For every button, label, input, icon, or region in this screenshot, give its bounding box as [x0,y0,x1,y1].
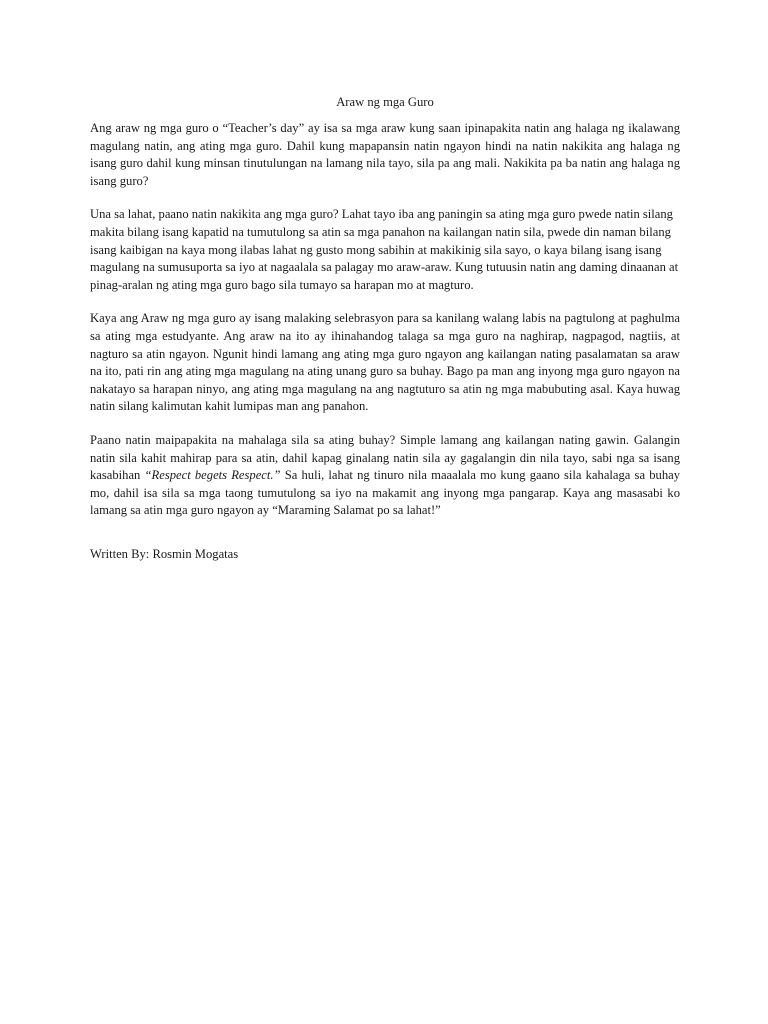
paragraph-4-text-after: Sa huli, lahat ng tinuro nila maaalala mo kung gaano sila kahalaga sa buhay mo, dahil isa sila sa mga taong tumutulong sa iyo na makamit ang inyong mga pangarap. Kaya ang masasabi ko lamang sa atin mga guro ngayon ay “Maraming Salamat po sa lahat!” [90,468,681,518]
paragraph-2: Una sa lahat, paano natin nakikita ang mga guro? Lahat tayo iba ang paningin sa ating mga guro pwede natin silang makita bilang isang kapatid na tumutulong sa atin sa mga panahon na kailangan natin sila, pwede din naman bilang isang kaibigan na kaya mong ilabas lahat ng gusto mong sabihin at makikinig sila sayo, o kaya bilang isang isang magulang na sumusuporta sa iyo at nagaalala sa palagay mo araw-araw. Kung tutuusin natin ang daming dinaanan at pinag-aralan ng ating mga guro bago sila tumayo sa harapan mo at magturo. [90,207,679,292]
paragraph-4 [90,432,680,520]
document-title: Araw ng mga Guro [336,95,434,109]
document-body [90,120,680,536]
paragraph-4-text-before: Paano natin maipapakita na mahalaga sila sa ating buhay? Simple lamang ang kailangan nating gawin. Galangin natin sila kahit mahirap para sa atin, dahil kapag ginalang natin sila ay gagalangin din nila tayo, sabi nga sa isang kasabihan [90,432,680,483]
author-credit: Written By: Rosmin Mogatas [90,547,239,561]
paragraph-1: Ang araw ng mga guro o “Teacher’s day” ay isa sa mga araw kung saan ipinapakita natin ang halaga ng ikalawang magulang natin, ang ating mga guro. Dahil kung mapapansin natin ngayon hindi na natin nakikita ang halaga ng isang guro dahil kung minsan tinutulungan na lamang nila tayo, sila pa ang mali. Nakikita pa ba natin ang halaga ng isang guro? [90,121,680,188]
paragraph-4-quote: “Respect begets Respect.” [144,468,281,483]
paragraph-3: Kaya ang Araw ng mga guro ay isang malaking selebrasyon para sa kanilang walang labis na pagtulong at paghulma sa ating mga estudyante. Ang araw na ito ay ihinahandog talaga sa mga guro na naghirap, nagpagod, nagtiis, at nagturo sa atin ngayon. Ngunit hindi lamang ang ating mga guro ngayon ang kailangan nating pasalamatan sa araw na ito, pati rin ang ating mga magulang na ating unang guro sa buhay. Bago pa man ang inyong mga guro ngayon na nakatayo sa harapan ninyo, ang ating mga magulang na ang nagtuturo sa atin ng mga mabubuting asal. Kaya huwag natin silang kalimutan kahit lumipas man ang panahon. [90,311,680,414]
